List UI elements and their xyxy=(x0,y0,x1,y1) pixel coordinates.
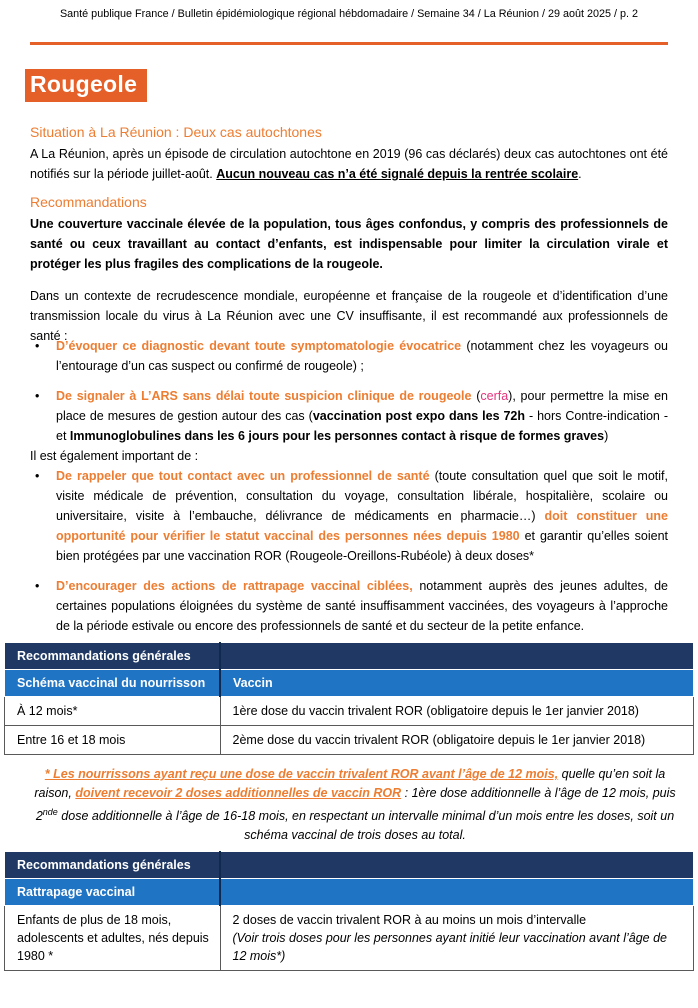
table-row xyxy=(5,697,694,726)
table-subband-row xyxy=(5,879,694,906)
text-segment: et garantir qu’elles soient bien protégées par une vaccination ROR (Rougeole-Oreillons-Rubéole) à deux doses* xyxy=(56,529,668,563)
text-segment: (toute consultation quel que soit le motif, visite médicale de prévention, consultation du voyage, consultation libérale, hospitalière, scolaire ou universitaire, visite à l’embauche, délivrance de médicaments en pharmacie…) xyxy=(56,469,668,523)
text-segment: ) xyxy=(604,429,609,443)
bullet-rappeler xyxy=(30,466,668,566)
text-segment: quelle qu’en soit la raison, xyxy=(34,767,666,800)
column-header-schema: Schéma vaccinal du nourrisson xyxy=(5,670,221,697)
text-segment: D’évoquer ce diagnostic devant toute symptomatologie évocatrice xyxy=(56,339,462,353)
bullet-evoquer xyxy=(30,336,668,376)
recommendations-list-2 xyxy=(30,466,668,636)
table-band-empty-cell xyxy=(220,852,694,879)
recommendations-list xyxy=(30,336,668,446)
vaccine-cell xyxy=(220,906,694,971)
context-paragraph: Dans un contexte de recrudescence mondiale, européenne et française de la rougeole et d’identification d’une transmission locale du virus à La Réunion avec une CV insuffisante, il est recommandé aux professionnels de santé : xyxy=(30,289,668,343)
age-cell: À 12 mois* xyxy=(5,697,221,726)
text-segment: . xyxy=(578,167,582,181)
table-band-title: Recommandations générales xyxy=(5,643,221,670)
document-page xyxy=(0,8,698,971)
doc-title: Rougeole xyxy=(25,69,147,102)
text-segment: : 1ère dose additionnelle à l’âge de 12 mois, puis 2 xyxy=(35,786,676,824)
catchup-schedule-table xyxy=(4,851,694,971)
text-segment: nde xyxy=(42,807,58,817)
text-segment: De rappeler que tout contact avec un professionnel de santé xyxy=(56,469,430,483)
heading-recommandations: Recommandations xyxy=(30,194,147,210)
text-segment: D’encourager des actions de rattrapage vaccinal ciblées, xyxy=(56,579,413,593)
footnote-paragraph xyxy=(30,765,680,845)
table-row xyxy=(5,726,694,755)
column-header-vaccin: Vaccin xyxy=(220,670,694,697)
text-segment: Immunoglobulines dans les 6 jours pour les personnes contact à risque de formes graves xyxy=(69,429,605,443)
table-subband-empty-cell xyxy=(220,879,694,906)
text-segment: Aucun nouveau cas n’a été signalé depuis la rentrée scolaire xyxy=(216,167,579,181)
text-segment: vaccination post expo dans les 72h xyxy=(312,409,526,423)
age-cell: Entre 16 et 18 mois xyxy=(5,726,221,755)
text-segment: ( xyxy=(471,389,481,403)
text-segment: - hors Contre-indication - et xyxy=(56,409,668,443)
table-band-empty-cell xyxy=(220,643,694,670)
text-segment: * Les nourrissons ayant reçu une dose de vaccin trivalent ROR avant l’âge de 12 mois, xyxy=(44,767,559,781)
table-band-title: Recommandations générales xyxy=(5,852,221,879)
cerfa-link[interactable]: cerfa xyxy=(480,389,509,403)
heading-situation: Situation à La Réunion : Deux cas autochtones xyxy=(30,124,322,140)
table-subband-title: Rattrapage vaccinal xyxy=(5,879,221,906)
table-row xyxy=(5,906,694,971)
vaccine-cell-line2: (Voir trois doses pour les personnes ayant initié leur vaccination avant l’âge de 12 mois*) xyxy=(232,931,668,964)
page-header: Santé publique France / Bulletin épidémiologique régional hébdomadaire / Semaine 34 / La Réunion / 29 août 2025 / p. 2 xyxy=(59,8,639,20)
text-segment: notamment auprès des jeunes adultes, de certaines populations éloignées du système de santé insuffisamment vaccinées, des voyageurs à l’approche de la période estivale ou encore des professionnels de santé et du secteur de la petite enfance. xyxy=(56,579,668,633)
vaccine-cell: 2ème dose du vaccin trivalent ROR (obligatoire depuis le 1er janvier 2018) xyxy=(220,726,694,755)
text-segment: doivent recevoir 2 doses additionnelles de vaccin ROR xyxy=(75,786,402,800)
text-segment: A La Réunion, après un épisode de circulation autochtone en 2019 (96 cas déclarés) deux cas autochtones ont été notifiés sur la période juillet-août. xyxy=(30,147,668,181)
text-segment: (notamment chez les voyageurs ou l’entourage d’un cas suspect ou confirmé de rougeole) ; xyxy=(56,339,668,373)
coverage-paragraph: Une couverture vaccinale élevée de la population, tous âges confondus, y compris des professionnels de santé ou ceux travaillant au contact d’enfants, est indispensable pour limiter la circulation virale et protéger les plus fragiles des complications de la rougeole. xyxy=(30,217,668,271)
vaccine-cell: 1ère dose du vaccin trivalent ROR (obligatoire depuis le 1er janvier 2018) xyxy=(220,697,694,726)
table-band-row xyxy=(5,852,694,879)
situation-paragraph xyxy=(30,144,668,184)
population-cell: Enfants de plus de 18 mois, adolescents et adultes, nés depuis 1980 * xyxy=(5,906,221,971)
table-column-header-row xyxy=(5,670,694,697)
text-segment: doit constituer une opportunité pour vérifier le statut vaccinal des personnes nées depuis 1980 xyxy=(56,509,669,543)
bullet-encourager xyxy=(30,576,668,636)
vaccine-cell-line1: 2 doses de vaccin trivalent ROR à au moins un mois d’intervalle xyxy=(232,913,587,928)
text-segment: De signaler à L’ARS sans délai toute suspicion clinique de rougeole xyxy=(56,389,472,403)
infant-schedule-table xyxy=(4,642,694,755)
bullet-signaler xyxy=(30,386,668,446)
text-segment: dose additionnelle à l’âge de 16-18 mois, en respectant un intervalle minimal d’un mois entre les doses, soit un schéma vaccinal de trois doses au total. xyxy=(57,809,675,843)
table-band-row xyxy=(5,643,694,670)
interlude-text: Il est également important de : xyxy=(30,449,199,463)
text-segment: ), pour permettre la mise en place de mesures de gestion autour des cas ( xyxy=(56,389,668,423)
